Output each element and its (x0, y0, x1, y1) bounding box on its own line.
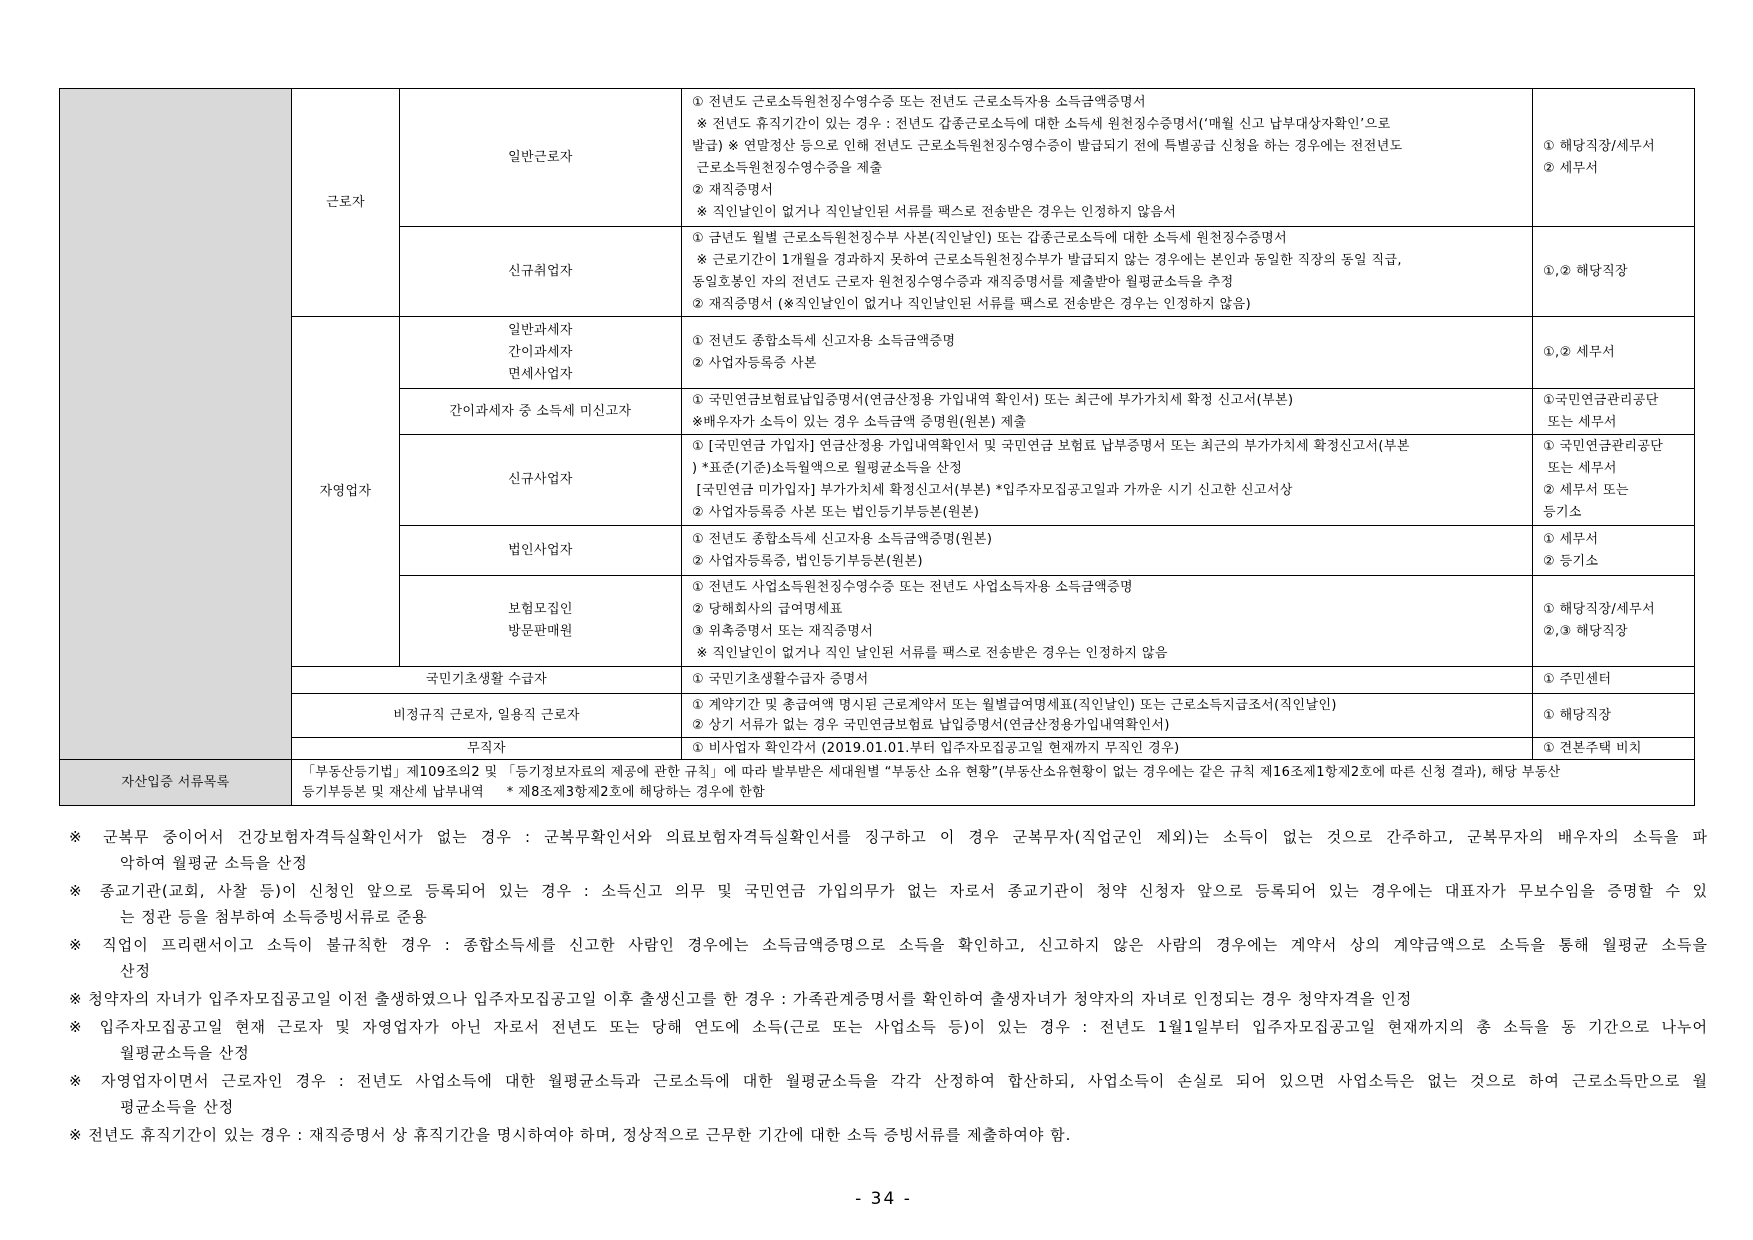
type-cell (292, 667, 682, 694)
document-line: ② 사업자등록증, 법인등기부등본(원본) (692, 553, 923, 569)
document-line: ② 재직증명서 (692, 182, 774, 198)
document-line: ※ 직인날인이 없거나 직인 날인된 서류를 팩스로 전송받은 경우는 인정하지 않음 (692, 646, 1168, 661)
documents-cell (682, 667, 1533, 694)
asset-label: 자산입증 서류목록 (121, 774, 230, 790)
issuer-cell (1533, 526, 1695, 576)
document-line: ② 상기 서류가 없는 경우 국민연금보험료 납입증명서(연금산정용가입내역확인서) (692, 717, 1170, 733)
type-label: 간이과세자 (508, 344, 573, 360)
type-label: 일반과세자 (508, 322, 573, 338)
document-line: ① 계약기간 및 총급여액 명시된 근로계약서 또는 월별급여명세표(직인날인) 또는 근로소득지급조서(직인날인) (692, 697, 1337, 713)
left-header-cell (60, 89, 292, 760)
issuer-cell (1533, 667, 1695, 694)
documents-cell (682, 227, 1533, 317)
document-line: ※배우자가 소득이 있는 경우 소득금액 증명원(원본) 제출 (692, 414, 1027, 430)
type-cell (400, 389, 682, 435)
notes-section (69, 824, 1708, 1150)
row-basic-livelihood (60, 667, 1695, 694)
documents-cell (682, 576, 1533, 667)
type-cell (400, 576, 682, 667)
document-line: [국민연금 미가입자] 부가가치세 확정신고서(부본) *입주자모집공고일과 가까운 시기 신고한 신고서상 (692, 483, 1293, 498)
issuer-cell (1533, 317, 1695, 389)
category-self-employed-cell (292, 317, 400, 667)
document-line: 발급) ※ 연말정산 등으로 인해 전년도 근로소득원천징수영수증이 발급되기 전에 특별공급 신청을 하는 경우에는 전전년도 (692, 138, 1403, 154)
type-cell (400, 89, 682, 227)
row-unemployed (60, 738, 1695, 760)
row-taxpayer (60, 317, 1695, 389)
type-cell (400, 435, 682, 526)
type-label: 보험모집인 (508, 602, 573, 617)
documents-cell (682, 738, 1533, 760)
document-line: ① 국민기초생활수급자 증명서 (692, 672, 869, 687)
type-label: 간이과세자 중 소득세 미신고자 (449, 403, 632, 419)
issuer-line: ① 해당직장/세무서 (1543, 602, 1656, 617)
issuer-cell (1533, 89, 1695, 227)
document-line: 동일호봉인 자의 전년도 근로자 원천징수영수증과 재직증명서를 제출받아 월평균소득을 추정 (692, 274, 1234, 290)
document-line: ② 사업자등록증 사본 (692, 355, 817, 371)
documents-cell (682, 694, 1533, 738)
note-line: ※ 자영업자이면서 근로자인 경우 : 전년도 사업소득에 대한 월평균소득과 근로소득에 대한 월평균소득을 각각 산정하여 합산하되, 사업소득이 손실로 되어 있으면 사업소득은 없는 것으로 하여 근로소득만으로 월 (69, 1072, 1708, 1090)
document-line: ② 재직증명서 (※직인날인이 없거나 직인날인된 서류를 팩스로 전송받은 경우는 인정하지 않음) (692, 296, 1252, 312)
documents-cell (682, 526, 1533, 576)
note-line: ※ 군복무 중이어서 건강보험자격득실확인서가 없는 경우 : 군복무확인서와 의료보험자격득실확인서를 징구하고 이 경우 군복무자(직업군인 제외)는 소득이 없는 것으로 간주하고, 군복무자의 배우자의 소득을 파 (69, 828, 1708, 846)
category-self-employed-label: 자영업자 (319, 483, 372, 499)
issuer-line: 또는 세무서 (1543, 461, 1617, 476)
issuer-cell (1533, 389, 1695, 435)
issuer-cell (1533, 227, 1695, 317)
type-cell (292, 694, 682, 738)
issuer-line: ① 견본주택 비치 (1543, 740, 1642, 756)
issuer-cell (1533, 738, 1695, 760)
income-document-table (59, 88, 1695, 806)
document-line: ① 전년도 사업소득원천징수영수증 또는 전년도 사업소득자용 소득금액증명 (692, 580, 1133, 595)
issuer-cell (1533, 435, 1695, 526)
note-freelancer (69, 932, 1708, 984)
category-worker-label: 근로자 (326, 194, 365, 210)
note-line: ※ 전년도 휴직기간이 있는 경우 : 재직증명서 상 휴직기간을 명시하여야 하며, 정상적으로 근무한 기간에 대한 소득 증빙서류를 제출하여야 함. (69, 1126, 1072, 1144)
issuer-line: ①,② 세무서 (1543, 344, 1616, 360)
note-line: 평균소득을 산정 (120, 1098, 235, 1116)
type-label: 신규사업자 (508, 472, 573, 487)
issuer-line: ② 등기소 (1543, 553, 1599, 569)
note-line: 산정 (120, 962, 151, 980)
category-worker-cell (292, 89, 400, 317)
issuer-line: ①,② 해당직장 (1543, 263, 1629, 279)
note-line: 월평균소득을 산정 (120, 1044, 250, 1062)
type-cell (400, 526, 682, 576)
type-label: 무직자 (467, 740, 506, 756)
type-label: 신규취업자 (508, 263, 573, 279)
type-label: 국민기초생활 수급자 (425, 672, 548, 687)
document-line: ※ 직인날인이 없거나 직인날인된 서류를 팩스로 전송받은 경우는 인정하지 않음서 (692, 204, 1177, 220)
document-line: ② 당해회사의 급여명세표 (692, 602, 843, 617)
document-line: ① 금년도 월별 근로소득원천징수부 사본(직인날인) 또는 갑종근로소득에 대한 소득세 원천징수증명서 (692, 230, 1288, 246)
issuer-line: ① 해당직장 (1543, 707, 1612, 723)
note-military-service (69, 824, 1708, 876)
document-line: ② 사업자등록증 사본 또는 법인등기부등본(원본) (692, 505, 980, 520)
issuer-line: ②,③ 해당직장 (1543, 624, 1629, 639)
document-line: ① 전년도 근로소득원천징수영수증 또는 전년도 근로소득자용 소득금액증명서 (692, 94, 1146, 110)
document-line: ① 비사업자 확인각서 (2019.01.01.부터 입주자모집공고일 현재까지 무직인 경우) (692, 740, 1180, 756)
type-cell (400, 227, 682, 317)
document-line: ① 전년도 종합소득세 신고자용 소득금액증명 (692, 333, 956, 349)
note-religious-institution (69, 878, 1708, 930)
note-line: ※ 청약자의 자녀가 입주자모집공고일 이전 출생하였으나 입주자모집공고일 이후 출생신고를 한 경우 : 가족관계증명서를 확인하여 출생자녀가 청약자의 자녀로 인정되는 경우 청약자격을 인정 (69, 990, 1413, 1008)
issuer-cell (1533, 694, 1695, 738)
issuer-line: ② 세무서 또는 (1543, 483, 1629, 498)
document-line: ※ 전년도 휴직기간이 있는 경우 : 전년도 갑종근로소득에 대한 소득세 원천징수증명서(‘매월 신고 납부대상자확인’으로 (692, 116, 1391, 132)
issuer-line: ① 주민센터 (1543, 672, 1612, 687)
documents-cell (682, 389, 1533, 435)
documents-cell (682, 435, 1533, 526)
document-line: 근로소득원천징수영수증을 제출 (692, 160, 883, 176)
issuer-line: ① 국민연금관리공단 (1543, 439, 1664, 454)
note-line: ※ 직업이 프리랜서이고 소득이 불규칙한 경우 : 종합소득세를 신고한 사람인 경우에는 소득금액증명으로 소득을 확인하고, 신고하지 않은 사람의 경우에는 계약서 상의 계약금액으로 소득을 통해 월평균 소득을 (69, 936, 1708, 954)
issuer-cell (1533, 576, 1695, 667)
documents-cell (682, 89, 1533, 227)
note-line: ※ 종교기관(교회, 사찰 등)이 신청인 앞으로 등록되어 있는 경우 : 소득신고 의무 및 국민연금 가입의무가 없는 자로서 종교기관이 청약 신청자 앞으로 등록되어 있는 경우에는 대표자가 무보수임을 증명할 수 있 (69, 882, 1708, 900)
row-asset-documents (60, 760, 1695, 806)
type-label: 면세사업자 (508, 366, 573, 382)
type-label: 방문판매원 (508, 624, 573, 639)
note-line: ※ 입주자모집공고일 현재 근로자 및 자영업자가 아닌 자로서 전년도 또는 당해 연도에 소득(근로 또는 사업소득 등)이 있는 경우 : 전년도 1월1일부터 입주자모집공고일 현재까지의 총 소득을 동 기간으로 나누어 (69, 1018, 1708, 1036)
document-line: ① 국민연금보험료납입증명서(연금산정용 가입내역 확인서) 또는 최근에 부가가치세 확정 신고서(부본) (692, 392, 1294, 408)
row-irregular-worker (60, 694, 1695, 738)
document-line: ① [국민연금 가입자] 연금산정용 가입내역확인서 및 국민연금 보험료 납부증명서 또는 최근의 부가가치세 확정신고서(부본 (692, 439, 1410, 454)
note-child-birth (69, 986, 1708, 1012)
asset-text-cell (292, 760, 1695, 806)
note-line: 는 정관 등을 첨부하여 소득증빙서류로 준용 (120, 908, 428, 926)
note-self-employed-worker (69, 1068, 1708, 1120)
type-cell (400, 317, 682, 389)
document-line: ① 전년도 종합소득세 신고자용 소득금액증명(원본) (692, 531, 993, 547)
issuer-line: ① 세무서 (1543, 531, 1599, 547)
note-non-worker-income (69, 1014, 1708, 1066)
issuer-line: ① 해당직장/세무서 (1543, 138, 1656, 154)
row-general-worker (60, 89, 1695, 227)
issuer-line: ①국민연금관리공단 (1543, 392, 1659, 408)
document-line: ③ 위촉증명서 또는 재직증명서 (692, 624, 874, 639)
type-label: 일반근로자 (508, 149, 573, 165)
asset-text-line: 등기부등본 및 재산세 납부내역 * 제8조제3항제2호에 해당하는 경우에 한함 (302, 784, 766, 800)
note-leave-of-absence (69, 1122, 1708, 1148)
documents-cell (682, 317, 1533, 389)
page-number: - 34 - (855, 1189, 912, 1209)
issuer-line: 등기소 (1543, 505, 1582, 520)
type-label: 비정규직 근로자, 일용직 근로자 (393, 707, 580, 723)
asset-label-cell (60, 760, 292, 806)
asset-text-line: 「부동산등기법」제109조의2 및 「등기정보자료의 제공에 관한 규칙」에 따라 발부받은 세대원별 “부동산 소유 현황”(부동산소유현황이 없는 경우에는 같은 규칙 제16조제1항제2호에 따른 신청 결과), 해당 부동산 (302, 764, 1561, 780)
note-line: 악하여 월평균 소득을 산정 (120, 854, 308, 872)
document-line: ※ 근로기간이 1개월을 경과하지 못하여 근로소득원천징수부가 발급되지 않는 경우에는 본인과 동일한 직장의 동일 직급, (692, 252, 1402, 268)
type-cell (292, 738, 682, 760)
issuer-line: 또는 세무서 (1543, 414, 1617, 430)
issuer-line: ② 세무서 (1543, 160, 1599, 176)
document-line: ) *표준(기준)소득월액으로 월평균소득을 산정 (692, 461, 963, 476)
type-label: 법인사업자 (508, 542, 573, 558)
